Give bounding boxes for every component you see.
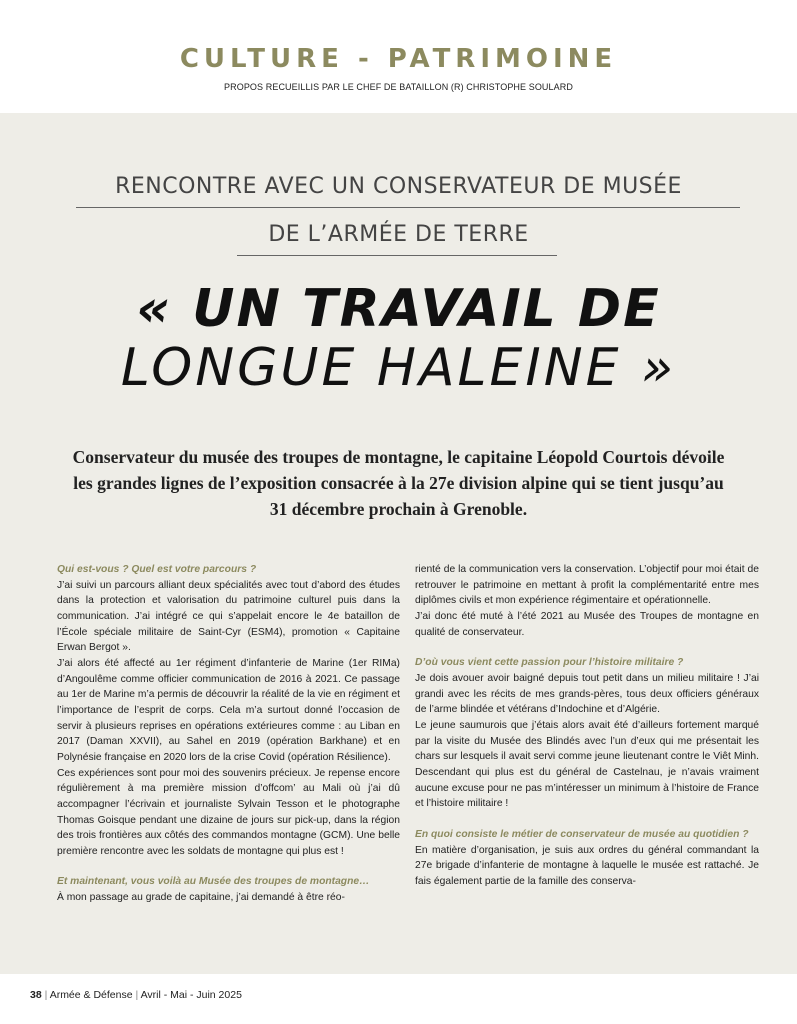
right-column xyxy=(415,562,759,889)
paragraph: À mon passage au grade de capitaine, j’ai demandé à être réo- xyxy=(57,892,345,904)
paragraph: J’ai donc été muté à l’été 2021 au Musée des Troupes de montagne en qualité de conservateur. xyxy=(415,610,759,638)
kicker-line-2: DE L’ARMÉE DE TERRE xyxy=(268,222,529,247)
page-number: 38 xyxy=(30,989,42,1001)
page-footer xyxy=(30,989,242,1001)
footer-separator: | xyxy=(135,989,139,1001)
kicker-rule-1 xyxy=(76,207,740,208)
issue-date: Avril - Mai - Juin 2025 xyxy=(140,989,242,1001)
left-column xyxy=(57,562,400,906)
question-heading: En quoi consiste le métier de conservateur de musée au quotidien ? xyxy=(415,828,749,840)
paragraph: En matière d’organisation, je suis aux ordres du général commandant la 27e brigade d’infanterie de montagne à laquelle le musée est rattaché. Je fais également partie de la famille des conserva- xyxy=(415,844,759,887)
section-title: CULTURE - PATRIMOINE xyxy=(179,44,618,74)
standfirst: Conservateur du musée des troupes de montagne, le capitaine Léopold Courtois dévoile les grandes lignes de l’exposition consacrée à la 27e division alpine qui se tient jusqu’au 31 décembre prochain à Grenoble. xyxy=(72,447,725,519)
page-header xyxy=(0,0,797,113)
paragraph: J’ai alors été affecté au 1er régiment d’infanterie de Marine (1er RIMa) d’Angoulême comme officier communication de 2016 à 2021. Ce passage au 1er de Marine m’a permis de découvrir la réalité de la vie en régiment et l’importance de l’esprit de corps. Cela m’a surtout donné l’occasion de servir à plusieurs reprises en opérations extérieures comme : au Liban en 2017 (Daman XXVII), au Sahel en 2019 (opération Barkhane) et en Polynésie française en 2020 lors de la crise Covid (opération Résilience). xyxy=(57,657,400,763)
paragraph: Je dois avouer avoir baigné depuis tout petit dans un milieu militaire ! J’ai grandi avec les récits de mes grands-pères, tous deux officiers généraux de l’arme blindée et vétérans d’Indochine et d’Algérie. xyxy=(415,672,759,716)
paragraph: J’ai suivi un parcours alliant deux spécialités avec tout d’abord des études dans la protection et valorisation du patrimoine culturel puis dans la communication. J’ai intégré ce qui s’appelait encore le 4e bataillon de l’École spéciale militaire de Saint-Cyr (ESM4), promotion « Capitaine Erwan Bergot ». xyxy=(57,579,400,654)
question-heading: D’où vous vient cette passion pour l’histoire militaire ? xyxy=(415,657,684,669)
kicker-line-1: RENCONTRE AVEC UN CONSERVATEUR DE MUSÉE xyxy=(115,174,682,199)
kicker-rule-2 xyxy=(237,255,557,256)
headline-line-2: LONGUE HALEINE » xyxy=(120,338,677,398)
question-heading: Et maintenant, vous voilà au Musée des troupes de montagne… xyxy=(57,876,370,888)
magazine-name: Armée & Défense xyxy=(49,989,133,1001)
paragraph: Le jeune saumurois que j’étais alors avait été d’ailleurs fortement marqué par la visite du Musée des Blindés avec l’un d’eux qui me présentait les chars sur lesquels il avait servi comme jeune lieutenant contre le Viêt Minh. Descendant qui plus est du général de Castelnau, je n’avais vraiment aucune excuse pour ne pas m’intéresser un minimum à l’histoire de France et l’histoire militaire ! xyxy=(415,719,759,810)
question-heading: Qui est-vous ? Quel est votre parcours ? xyxy=(57,564,257,575)
paragraph: Ces expériences sont pour moi des souvenirs précieux. Je repense encore régulièrement à ma première mission d’offcom’ au Mali où j’ai dû accompagner l’écrivain et journaliste Sylvain Tesson et le photographe Thomas Goisque pendant une dizaine de jours sur pick-up, dans la région des trois frontières aux côtés des commandos montagne (GCM). Une belle première rencontre avec les soldats de montagne qui plus est ! xyxy=(57,767,400,857)
byline: PROPOS RECUEILLIS PAR LE CHEF DE BATAILLON (R) CHRISTOPHE SOULARD xyxy=(224,82,573,92)
headline-line-1: « UN TRAVAIL DE xyxy=(136,279,661,339)
paragraph: rienté de la communication vers la conservation. L’objectif pour moi était de retrouver le patrimoine en mettant à profit la complémentarité entre mes diplômes civils et mon expérience régimentaire et opérationnelle. xyxy=(415,564,759,607)
footer-separator: | xyxy=(44,989,48,1001)
